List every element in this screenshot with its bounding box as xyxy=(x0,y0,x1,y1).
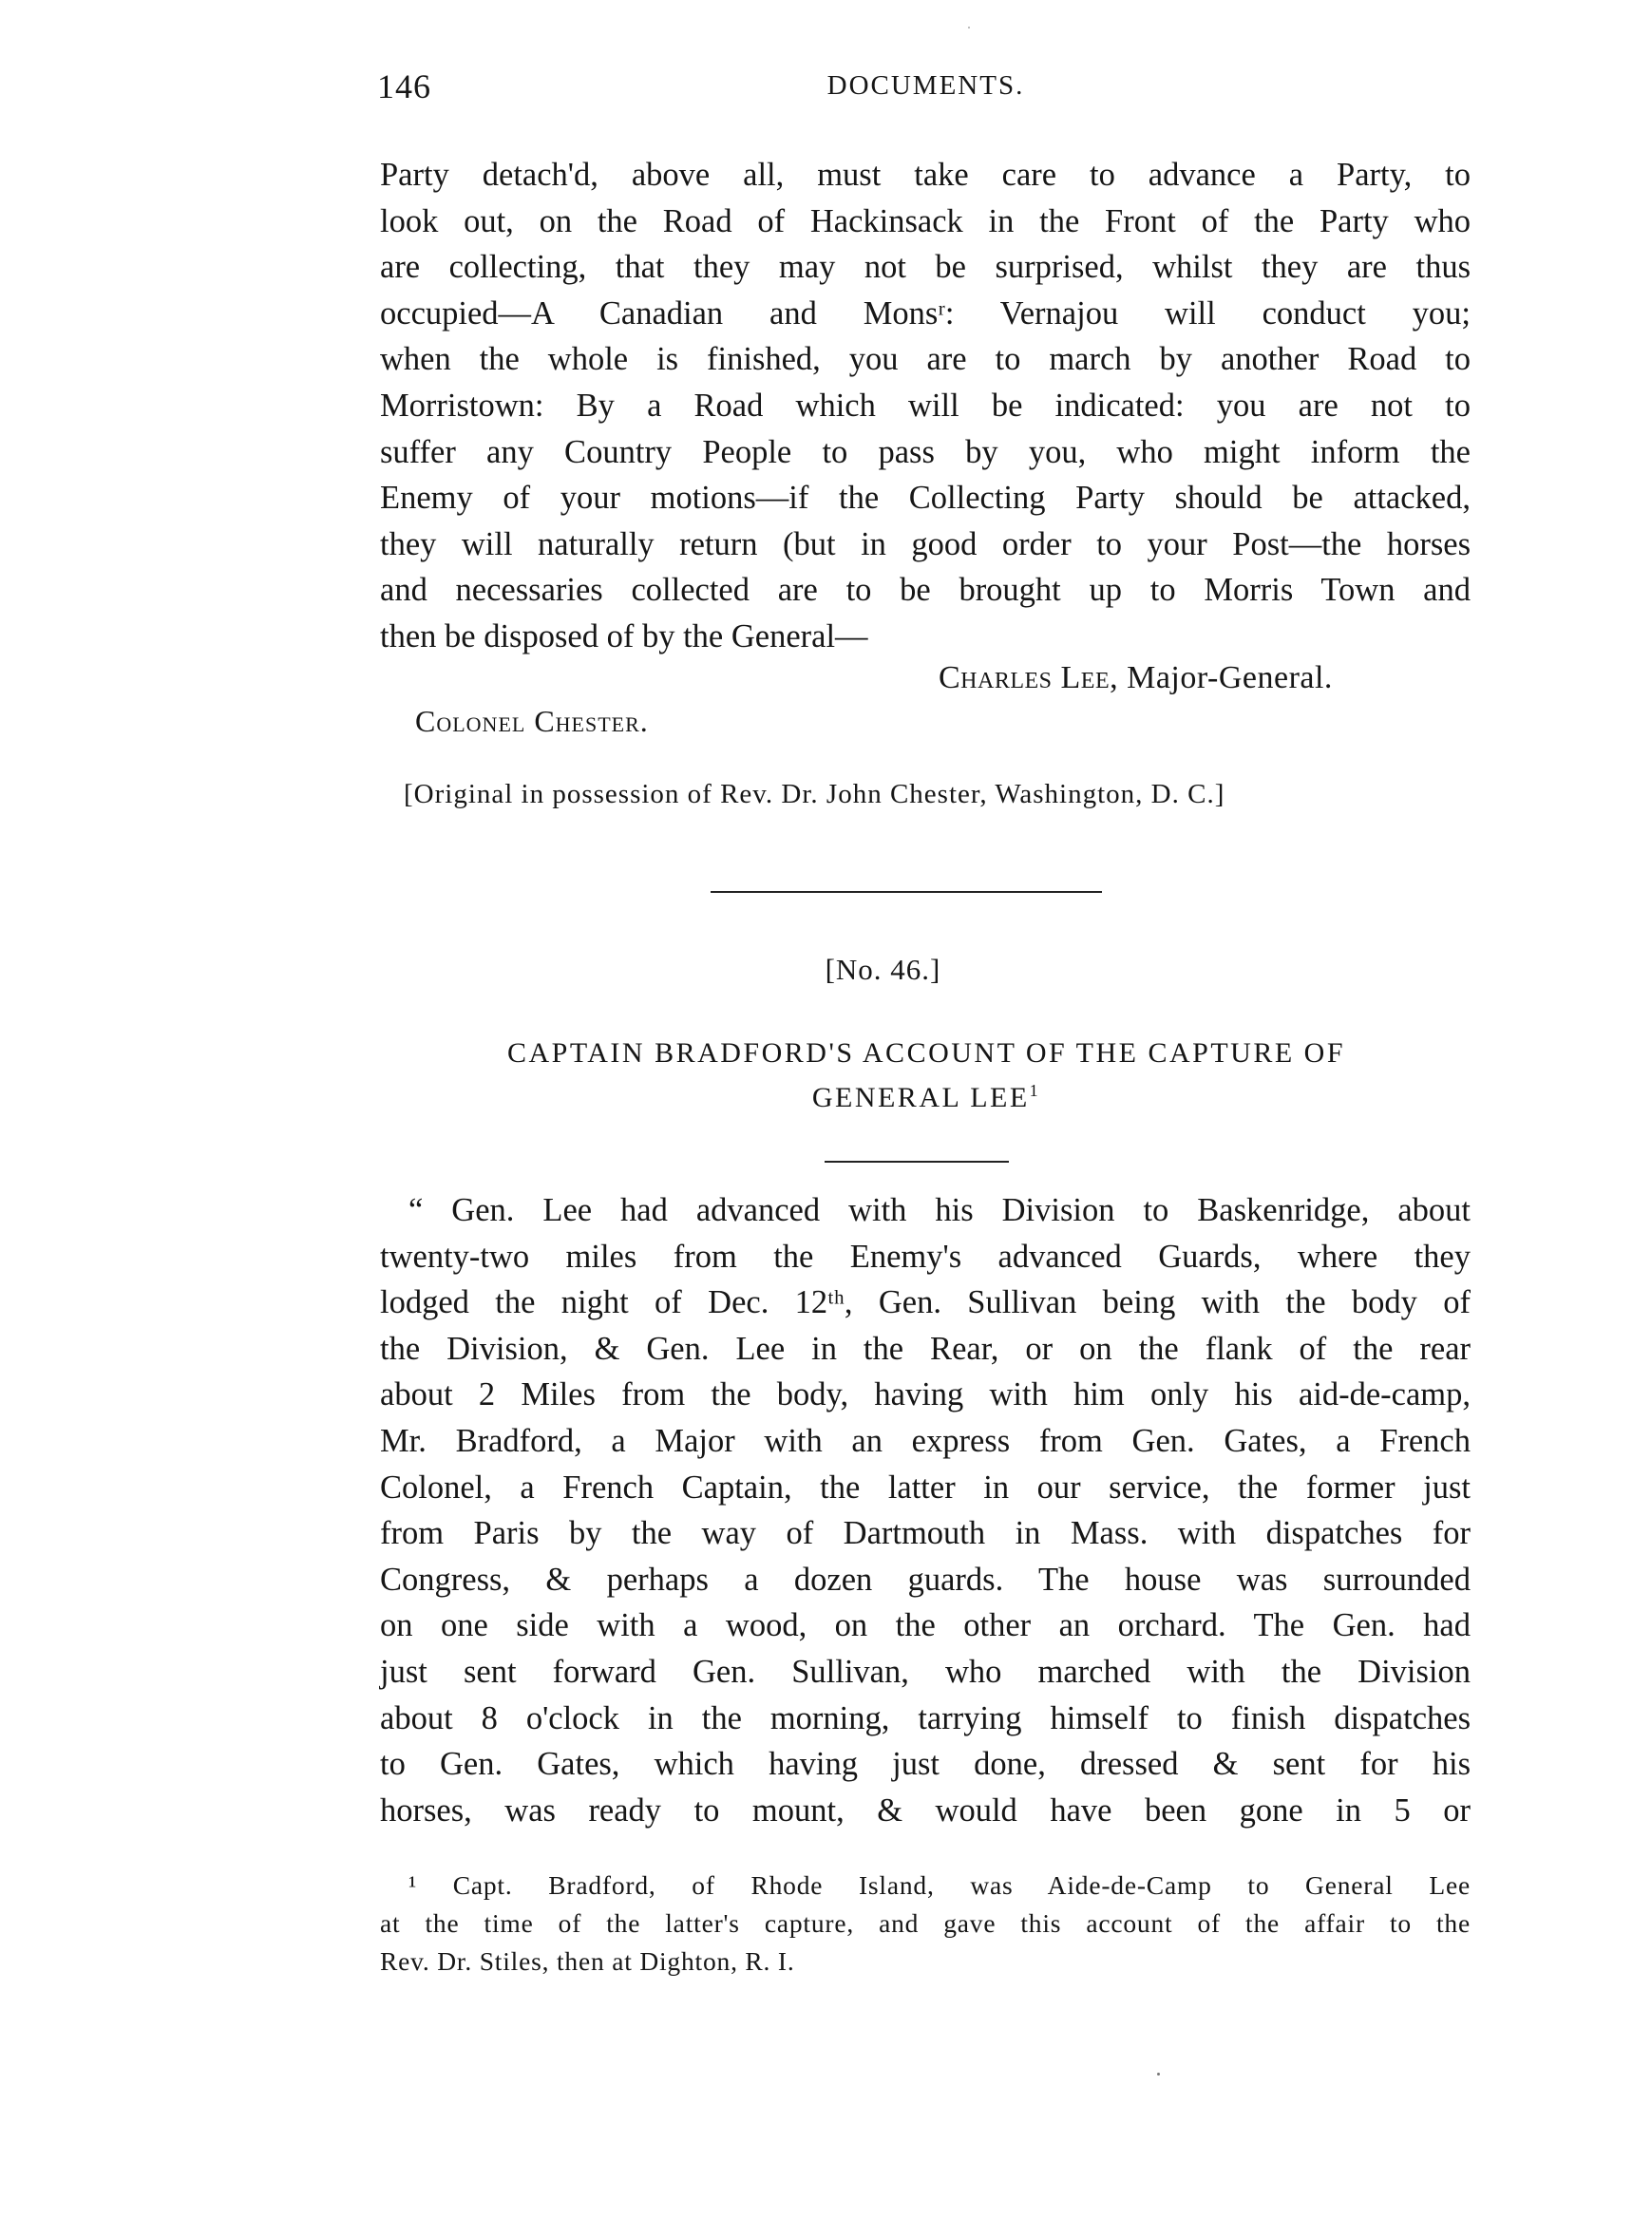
signature-name: Charles Lee, xyxy=(939,660,1119,695)
letter-line: are collecting, that they may not be surprised, whilst they are thus xyxy=(380,249,1471,286)
account-body xyxy=(380,1187,1471,1833)
signature xyxy=(939,660,1333,696)
signature-rank: Major-General. xyxy=(1127,660,1333,695)
account-line: “ Gen. Lee had advanced with his Division to Baskenridge, about xyxy=(408,1192,1471,1228)
source-note: [Original in possession of Rev. Dr. John Chester, Washington, D. C.] xyxy=(404,779,1225,809)
account-line: about 2 Miles from the body, having with him only his aid-de-camp, xyxy=(380,1376,1471,1413)
running-head: DOCUMENTS. xyxy=(826,70,1025,101)
letter-line: when the whole is finished, you are to march by another Road to xyxy=(380,341,1471,378)
account-line: about 8 o'clock in the morning, tarrying himself to finish dispatches xyxy=(380,1699,1471,1736)
paper-speck xyxy=(1157,2073,1160,2076)
footnote-line: ¹ Capt. Bradford, of Rhode Island, was Aide-de-Camp to General Lee xyxy=(408,1870,1471,1900)
document-title xyxy=(399,1031,1453,1120)
title-divider xyxy=(825,1161,1009,1163)
letter-line: occupied—A Canadian and Monsʳ: Vernajou will conduct you; xyxy=(380,294,1471,332)
footnote-line: Rev. Dr. Stiles, then at Dighton, R. I. xyxy=(380,1946,795,1976)
document-title-line-2-text: GENERAL LEE xyxy=(811,1082,1030,1113)
paper-speck xyxy=(968,27,970,28)
letter-line: Morristown: By a Road which will be indicated: you are not to xyxy=(380,387,1471,424)
letter-line: Party detach'd, above all, must take care to advance a Party, to xyxy=(380,157,1471,193)
section-divider xyxy=(711,891,1102,893)
account-line: the Division, & Gen. Lee in the Rear, or on the flank of the rear xyxy=(380,1330,1471,1367)
page-header xyxy=(377,66,1474,114)
account-line: Congress, & perhaps a dozen guards. The house was surrounded xyxy=(380,1561,1471,1598)
page-number: 146 xyxy=(377,67,431,105)
account-line: Mr. Bradford, a Major with an express from Gen. Gates, a French xyxy=(380,1422,1471,1459)
account-line: just sent forward Gen. Sullivan, who marched with the Division xyxy=(380,1653,1471,1690)
recipient: Colonel Chester. xyxy=(415,704,649,738)
account-line: Colonel, a French Captain, the latter in our service, the former just xyxy=(380,1469,1471,1506)
letter-line: look out, on the Road of Hackinsack in the Front of the Party who xyxy=(380,202,1471,239)
account-line: twenty-two miles from the Enemy's advanced Guards, where they xyxy=(380,1238,1471,1275)
letter-line: they will naturally return (but in good order to your Post—the horses xyxy=(380,525,1471,562)
account-line: on one side with a wood, on the other an orchard. The Gen. had xyxy=(380,1607,1471,1644)
letter-line: and necessaries collected are to be brought up to Morris Town and xyxy=(380,572,1471,609)
document-title-line-2 xyxy=(399,1075,1453,1120)
account-line: horses, was ready to mount, & would have been gone in 5 or xyxy=(380,1791,1471,1829)
footnote-reference: 1 xyxy=(1029,1081,1041,1100)
letter-line: suffer any Country People to pass by you, who might inform the xyxy=(380,433,1471,470)
footnote xyxy=(380,1867,1471,1981)
letter-line: then be disposed of by the General— xyxy=(380,617,868,654)
letter-line: Enemy of your motions—if the Collecting Party should be attacked, xyxy=(380,480,1471,517)
document-number: [No. 46.] xyxy=(825,953,941,986)
document-title-line-1: CAPTAIN BRADFORD'S ACCOUNT OF THE CAPTURE OF xyxy=(506,1037,1346,1069)
account-line: to Gen. Gates, which having just done, dressed & sent for his xyxy=(380,1746,1471,1783)
account-line: from Paris by the way of Dartmouth in Mass. with dispatches for xyxy=(380,1515,1471,1552)
footnote-line: at the time of the latter's capture, and gave this account of the affair to the xyxy=(380,1908,1471,1938)
letter-body xyxy=(380,152,1471,660)
account-line: lodged the night of Dec. 12ᵗʰ, Gen. Sullivan being with the body of xyxy=(380,1284,1471,1321)
